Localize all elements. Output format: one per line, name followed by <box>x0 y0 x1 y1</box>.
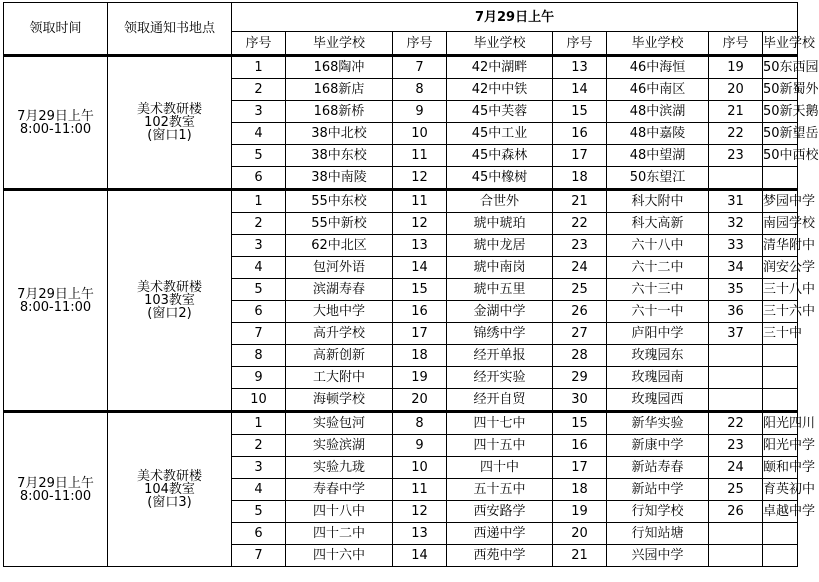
seq-cell: 22 <box>709 123 763 145</box>
seq-cell: 11 <box>393 190 447 213</box>
school-cell: 三十八中 <box>763 279 798 301</box>
seq-cell: 21 <box>553 190 607 213</box>
header-school: 毕业学校 <box>286 32 393 56</box>
seq-cell: 21 <box>553 545 607 567</box>
seq-cell: 11 <box>393 145 447 167</box>
seq-cell: 17 <box>553 145 607 167</box>
seq-cell: 24 <box>709 457 763 479</box>
header-seq: 序号 <box>232 32 286 56</box>
seq-cell: 12 <box>393 213 447 235</box>
school-cell <box>763 167 798 190</box>
header-date: 7月29日上午 <box>232 3 798 32</box>
school-cell: 38中南陵 <box>286 167 393 190</box>
seq-cell: 22 <box>553 213 607 235</box>
school-cell: 琥中南岗 <box>447 257 553 279</box>
seq-cell: 16 <box>553 123 607 145</box>
school-cell: 西递中学 <box>447 523 553 545</box>
school-cell: 42中中铁 <box>447 79 553 101</box>
school-cell: 锦绣中学 <box>447 323 553 345</box>
pickup-place-line: (窗口3) <box>147 495 192 510</box>
seq-cell: 13 <box>553 56 607 79</box>
school-cell: 高升学校 <box>286 323 393 345</box>
seq-cell: 5 <box>232 279 286 301</box>
seq-cell: 9 <box>232 367 286 389</box>
seq-cell <box>709 367 763 389</box>
school-cell: 六十三中 <box>607 279 709 301</box>
school-cell: 38中北校 <box>286 123 393 145</box>
school-cell: 兴园中学 <box>607 545 709 567</box>
seq-cell: 19 <box>393 367 447 389</box>
pickup-time-line: 7月29日上午 <box>17 108 94 124</box>
school-cell: 卓越中学 <box>763 501 798 523</box>
school-cell: 合世外 <box>447 190 553 213</box>
seq-cell: 28 <box>553 345 607 367</box>
seq-cell: 16 <box>393 301 447 323</box>
school-cell: 四十七中 <box>447 412 553 435</box>
header-school: 毕业学校 <box>447 32 553 56</box>
school-cell: 四十五中 <box>447 435 553 457</box>
seq-cell: 13 <box>393 235 447 257</box>
pickup-place-line: 102教室 <box>144 115 195 130</box>
school-cell: 西安路学 <box>447 501 553 523</box>
seq-cell <box>709 389 763 412</box>
seq-cell: 25 <box>709 479 763 501</box>
seq-cell: 2 <box>232 79 286 101</box>
seq-cell: 36 <box>709 301 763 323</box>
school-cell: 育英初中 <box>763 479 798 501</box>
school-cell: 168新店 <box>286 79 393 101</box>
school-cell: 包河外语 <box>286 257 393 279</box>
school-cell: 新康中学 <box>607 435 709 457</box>
school-cell: 六十二中 <box>607 257 709 279</box>
seq-cell: 4 <box>232 257 286 279</box>
pickup-place <box>108 190 232 412</box>
school-cell: 工大附中 <box>286 367 393 389</box>
seq-cell: 1 <box>232 412 286 435</box>
seq-cell: 12 <box>393 167 447 190</box>
school-cell: 四十二中 <box>286 523 393 545</box>
school-cell: 50新望岳 <box>763 123 798 145</box>
schedule-table <box>3 2 819 567</box>
header-seq: 序号 <box>553 32 607 56</box>
seq-cell: 17 <box>553 457 607 479</box>
seq-cell: 23 <box>553 235 607 257</box>
school-cell: 六十一中 <box>607 301 709 323</box>
school-cell: 西苑中学 <box>447 545 553 567</box>
school-cell: 玫瑰园南 <box>607 367 709 389</box>
pickup-place-line: (窗口1) <box>147 128 192 143</box>
seq-cell: 26 <box>709 501 763 523</box>
seq-cell: 6 <box>232 301 286 323</box>
school-cell: 45中森林 <box>447 145 553 167</box>
seq-cell: 5 <box>232 145 286 167</box>
seq-cell: 8 <box>393 79 447 101</box>
seq-cell: 1 <box>232 56 286 79</box>
school-cell: 颐和中学 <box>763 457 798 479</box>
table-row <box>4 190 798 213</box>
school-cell <box>763 367 798 389</box>
seq-cell: 2 <box>232 213 286 235</box>
pickup-time <box>4 190 108 412</box>
seq-cell: 6 <box>232 523 286 545</box>
pickup-time-line: 7月29日上午 <box>17 475 94 491</box>
pickup-time <box>4 56 108 190</box>
school-cell: 经开自贸 <box>447 389 553 412</box>
header-time: 领取时间 <box>4 3 108 56</box>
school-cell: 48中嘉陵 <box>607 123 709 145</box>
seq-cell: 35 <box>709 279 763 301</box>
school-cell: 实验滨湖 <box>286 435 393 457</box>
seq-cell: 2 <box>232 435 286 457</box>
pickup-time-line: 7月29日上午 <box>17 286 94 302</box>
school-cell <box>763 345 798 367</box>
seq-cell: 8 <box>393 412 447 435</box>
school-cell: 62中北区 <box>286 235 393 257</box>
header-place: 领取通知书地点 <box>108 3 232 56</box>
school-cell: 50东西园 <box>763 56 798 79</box>
school-cell: 三十中 <box>763 323 798 345</box>
seq-cell: 7 <box>232 545 286 567</box>
seq-cell <box>709 345 763 367</box>
school-cell: 科大高新 <box>607 213 709 235</box>
school-cell: 50新蜀外 <box>763 79 798 101</box>
seq-cell: 4 <box>232 123 286 145</box>
seq-cell: 27 <box>553 323 607 345</box>
school-cell: 大地中学 <box>286 301 393 323</box>
school-cell <box>763 389 798 412</box>
seq-cell: 10 <box>393 123 447 145</box>
seq-cell: 23 <box>709 145 763 167</box>
seq-cell <box>709 523 763 545</box>
school-cell: 38中东校 <box>286 145 393 167</box>
school-cell: 46中南区 <box>607 79 709 101</box>
school-cell: 46中海恒 <box>607 56 709 79</box>
seq-cell: 22 <box>709 412 763 435</box>
school-cell: 滨湖寿春 <box>286 279 393 301</box>
seq-cell: 29 <box>553 367 607 389</box>
seq-cell: 14 <box>393 545 447 567</box>
seq-cell: 13 <box>393 523 447 545</box>
header-seq: 序号 <box>393 32 447 56</box>
seq-cell: 19 <box>553 501 607 523</box>
pickup-time <box>4 412 108 567</box>
school-cell: 55中东校 <box>286 190 393 213</box>
seq-cell: 3 <box>232 457 286 479</box>
school-cell: 新华实验 <box>607 412 709 435</box>
school-cell <box>763 523 798 545</box>
seq-cell: 15 <box>553 101 607 123</box>
seq-cell: 25 <box>553 279 607 301</box>
school-cell: 玫瑰园西 <box>607 389 709 412</box>
school-cell: 50东望江 <box>607 167 709 190</box>
seq-cell: 4 <box>232 479 286 501</box>
school-cell: 168陶冲 <box>286 56 393 79</box>
seq-cell: 18 <box>553 167 607 190</box>
seq-cell: 9 <box>393 435 447 457</box>
table-row <box>4 56 798 79</box>
school-cell: 实验九珑 <box>286 457 393 479</box>
school-cell: 55中新校 <box>286 213 393 235</box>
school-cell: 实验包河 <box>286 412 393 435</box>
school-cell: 48中望湖 <box>607 145 709 167</box>
seq-cell: 10 <box>393 457 447 479</box>
seq-cell: 1 <box>232 190 286 213</box>
seq-cell: 8 <box>232 345 286 367</box>
school-cell: 琥中琥珀 <box>447 213 553 235</box>
school-cell: 高新创新 <box>286 345 393 367</box>
seq-cell: 19 <box>709 56 763 79</box>
school-cell: 清华附中 <box>763 235 798 257</box>
school-cell: 四十中 <box>447 457 553 479</box>
school-cell: 琥中龙居 <box>447 235 553 257</box>
school-cell: 行知学校 <box>607 501 709 523</box>
school-cell: 润安公学 <box>763 257 798 279</box>
school-cell: 45中芙蓉 <box>447 101 553 123</box>
school-cell: 新站寿春 <box>607 457 709 479</box>
school-cell: 四十六中 <box>286 545 393 567</box>
seq-cell: 24 <box>553 257 607 279</box>
school-cell: 新站中学 <box>607 479 709 501</box>
seq-cell <box>709 167 763 190</box>
seq-cell: 16 <box>553 435 607 457</box>
school-cell: 50新天鹅 <box>763 101 798 123</box>
table-row <box>4 412 798 435</box>
pickup-time-line: 8:00-11:00 <box>19 488 92 504</box>
school-cell: 行知站塘 <box>607 523 709 545</box>
school-cell: 海顿学校 <box>286 389 393 412</box>
seq-cell: 34 <box>709 257 763 279</box>
school-cell: 42中湖畔 <box>447 56 553 79</box>
seq-cell: 18 <box>553 479 607 501</box>
seq-cell: 37 <box>709 323 763 345</box>
school-cell: 庐阳中学 <box>607 323 709 345</box>
school-cell: 梦园中学 <box>763 190 798 213</box>
seq-cell: 14 <box>553 79 607 101</box>
school-cell: 168新桥 <box>286 101 393 123</box>
school-cell: 48中滨湖 <box>607 101 709 123</box>
seq-cell: 7 <box>393 56 447 79</box>
seq-cell: 30 <box>553 389 607 412</box>
seq-cell: 20 <box>553 523 607 545</box>
seq-cell: 23 <box>709 435 763 457</box>
seq-cell: 15 <box>553 412 607 435</box>
pickup-place-line: 美术教研楼 <box>136 102 202 117</box>
pickup-time-line: 8:00-11:00 <box>19 299 92 315</box>
seq-cell: 20 <box>393 389 447 412</box>
seq-cell: 15 <box>393 279 447 301</box>
header-seq: 序号 <box>709 32 763 56</box>
school-cell: 50中西校 <box>763 145 798 167</box>
school-cell: 科大附中 <box>607 190 709 213</box>
school-cell: 六十八中 <box>607 235 709 257</box>
seq-cell: 21 <box>709 101 763 123</box>
seq-cell: 12 <box>393 501 447 523</box>
school-cell <box>763 545 798 567</box>
seq-cell: 18 <box>393 345 447 367</box>
school-cell: 四十八中 <box>286 501 393 523</box>
school-cell: 琥中五里 <box>447 279 553 301</box>
seq-cell: 5 <box>232 501 286 523</box>
seq-cell: 6 <box>232 167 286 190</box>
pickup-time-line: 8:00-11:00 <box>19 121 92 137</box>
seq-cell: 17 <box>393 323 447 345</box>
header-school: 毕业学校 <box>763 32 798 56</box>
school-cell: 45中工业 <box>447 123 553 145</box>
seq-cell: 7 <box>232 323 286 345</box>
school-cell: 三十六中 <box>763 301 798 323</box>
seq-cell: 26 <box>553 301 607 323</box>
seq-cell: 31 <box>709 190 763 213</box>
school-cell: 经开单报 <box>447 345 553 367</box>
pickup-place-line: 美术教研楼 <box>136 280 202 295</box>
school-cell: 经开实验 <box>447 367 553 389</box>
school-cell: 南园学校 <box>763 213 798 235</box>
seq-cell: 10 <box>232 389 286 412</box>
school-cell: 玫瑰园东 <box>607 345 709 367</box>
seq-cell: 3 <box>232 235 286 257</box>
seq-cell: 9 <box>393 101 447 123</box>
pickup-place <box>108 56 232 190</box>
seq-cell: 33 <box>709 235 763 257</box>
header-school: 毕业学校 <box>607 32 709 56</box>
school-cell: 金湖中学 <box>447 301 553 323</box>
seq-cell: 11 <box>393 479 447 501</box>
seq-cell: 3 <box>232 101 286 123</box>
pickup-place-line: 103教室 <box>144 293 195 308</box>
school-cell: 45中橡树 <box>447 167 553 190</box>
school-cell: 寿春中学 <box>286 479 393 501</box>
school-cell: 阳光中学 <box>763 435 798 457</box>
school-cell: 阳光四川 <box>763 412 798 435</box>
school-cell: 五十五中 <box>447 479 553 501</box>
seq-cell: 20 <box>709 79 763 101</box>
seq-cell: 14 <box>393 257 447 279</box>
pickup-place-line: (窗口2) <box>147 306 192 321</box>
seq-cell: 32 <box>709 213 763 235</box>
pickup-place <box>108 412 232 567</box>
seq-cell <box>709 545 763 567</box>
pickup-place-line: 美术教研楼 <box>136 469 202 484</box>
pickup-place-line: 104教室 <box>144 482 195 497</box>
